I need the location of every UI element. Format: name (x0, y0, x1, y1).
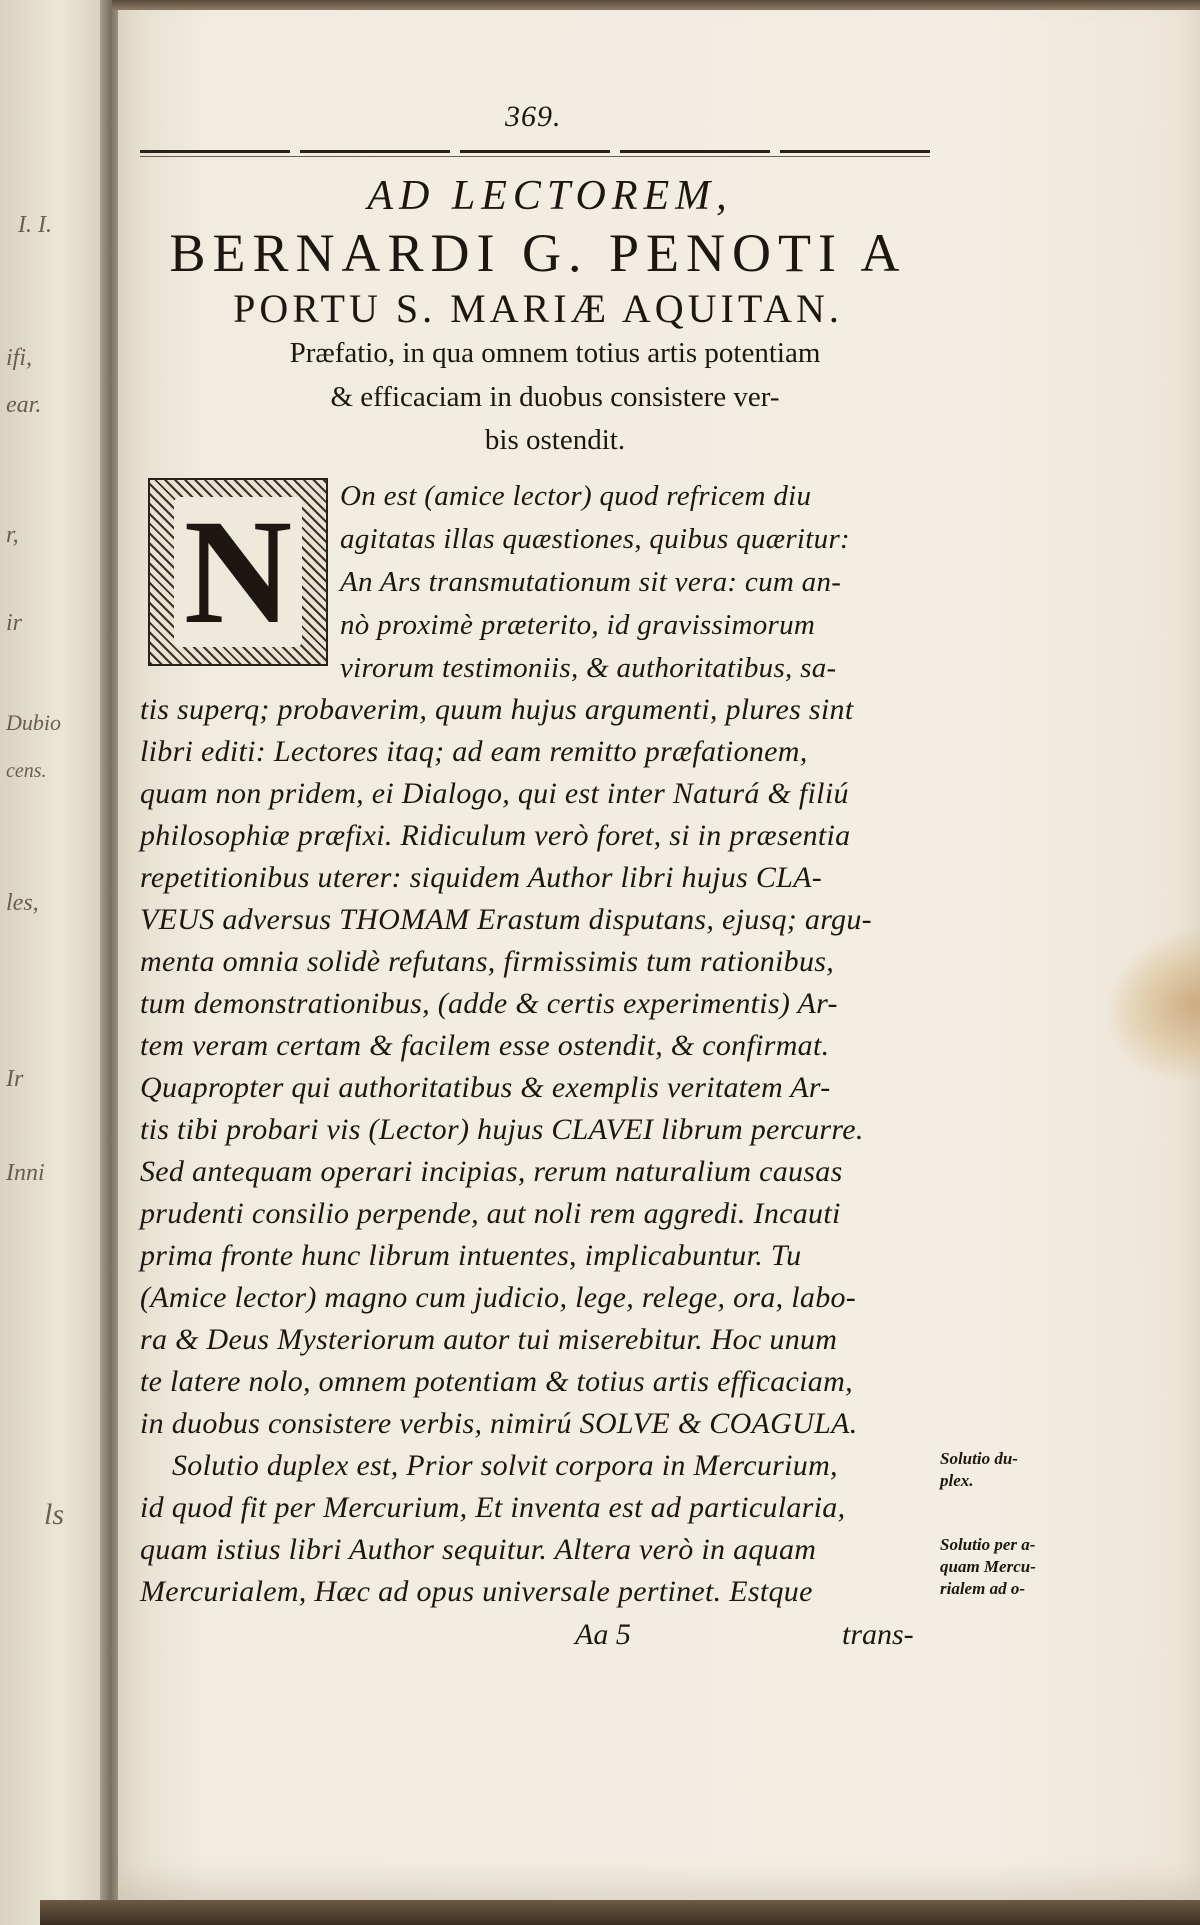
left-page-fragment: ir (6, 610, 23, 636)
margin-note-line: quam Mercu- (940, 1557, 1036, 1576)
header-rule (140, 150, 930, 153)
page-number: 369. (505, 100, 562, 133)
margin-note-line: Solutio per a- (940, 1535, 1036, 1554)
preface-subtitle-line: Præfatio, in qua omnem totius artis potentiam (289, 337, 821, 369)
body-line: virorum testimoniis, & authoritatibus, sa- (340, 652, 837, 684)
body-line: Sed antequam operari incipias, rerum naturalium causas (140, 1155, 843, 1188)
preface-subtitle-line: & efficaciam in duobus consistere ver- (330, 381, 780, 413)
preface-subtitle-line: bis ostendit. (484, 424, 626, 456)
body-line: in duobus consistere verbis, nimirú SOLVE & COAGULA. (140, 1407, 858, 1440)
body-line: (Amice lector) magno cum judicio, lege, relege, ora, labo- (140, 1281, 857, 1314)
body-line: prudenti consilio perpende, aut noli rem aggredi. Incauti (140, 1197, 841, 1230)
left-page-fragment: Ir (6, 1066, 24, 1092)
body-line: repetitionibus uterer: siquidem Author libri hujus CLA- (140, 861, 823, 894)
margin-note-line: rialem ad o- (940, 1579, 1025, 1598)
body-line: VEUS adversus THOMAM Erastum disputans, ejusq; argu- (140, 903, 872, 936)
body-line: On est (amice lector) quod refricem diu (340, 480, 812, 512)
body-line: An Ars transmutationum sit vera: cum an- (340, 566, 842, 598)
catchword: trans- (842, 1618, 914, 1651)
body-line: ra & Deus Mysteriorum autor tui miserebitur. Hoc unum (140, 1323, 838, 1356)
body-line: tem veram certam & facilem esse ostendit, & confirmat. (140, 1029, 830, 1062)
body-line: prima fronte hunc librum intuentes, implicabuntur. Tu (140, 1239, 802, 1272)
body-line: Quapropter qui authoritatibus & exemplis veritatem Ar- (140, 1071, 831, 1104)
heading-author-name: BERNARDI G. PENOTI A (169, 223, 907, 283)
margin-note-solutio-per-aquam (940, 1534, 1036, 1600)
decorated-initial (148, 478, 328, 666)
body-line: tis superq; probaverim, quum hujus argumenti, plures sint (140, 693, 854, 726)
body-line: tum demonstrationibus, (adde & certis experimentis) Ar- (140, 987, 838, 1020)
margin-note-line: Solutio du- (940, 1449, 1018, 1468)
body-line: libri editi: Lectores itaq; ad eam remitto præfationem, (140, 735, 808, 768)
body-line: Solutio duplex est, Prior solvit corpora in Mercurium, (172, 1449, 838, 1482)
heading-author-origin: PORTU S. MARIÆ AQUITAN. (233, 286, 843, 331)
body-line: Mercurialem, Hæc ad opus universale pertinet. Estque (140, 1575, 813, 1608)
signature-mark: Aa 5 (575, 1618, 631, 1651)
body-line: menta omnia solidè refutans, firmissimis tum rationibus, (140, 945, 835, 978)
page-top-edge (112, 0, 1200, 10)
left-page-fragment: ear. (6, 392, 42, 418)
left-page-fragment: cens. (6, 760, 47, 782)
body-line: quam non pridem, ei Dialogo, qui est inter Naturá & filiú (140, 777, 849, 810)
left-page-fragment: Dubio (6, 710, 61, 735)
body-line: id quod fit per Mercurium, Et inventa est ad particularia, (140, 1491, 846, 1524)
margin-note-solutio-duplex (940, 1448, 1018, 1492)
left-page-fragment: I. I. (18, 212, 52, 238)
body-line: philosophiæ præfixi. Ridiculum verò foret, si in præsentia (140, 819, 851, 852)
left-page-fragment: Inni (6, 1160, 45, 1186)
heading-ad-lectorem: AD LECTOREM, (367, 173, 733, 219)
body-line: tis tibi probari vis (Lector) hujus CLAVEI librum percurre. (140, 1113, 864, 1146)
margin-note-line: plex. (940, 1471, 974, 1490)
left-page-fragment: ls (44, 1498, 65, 1531)
body-line: quam istius libri Author sequitur. Altera verò in aquam (140, 1533, 817, 1566)
body-line: agitatas illas quæstiones, quibus quæritur: (340, 523, 850, 555)
left-page-fragment: ifi, (6, 345, 33, 371)
left-page-fragment: r, (6, 522, 19, 548)
body-line: te latere nolo, omnem potentiam & totius artis efficaciam, (140, 1365, 853, 1398)
left-page-edge (0, 0, 112, 1925)
header-rule (140, 156, 930, 157)
body-line: nò proximè præterito, id gravissimorum (340, 609, 816, 641)
drop-cap-letter: N (174, 497, 302, 647)
left-page-fragment: les, (6, 890, 39, 916)
page-bottom-edge (40, 1900, 1200, 1925)
